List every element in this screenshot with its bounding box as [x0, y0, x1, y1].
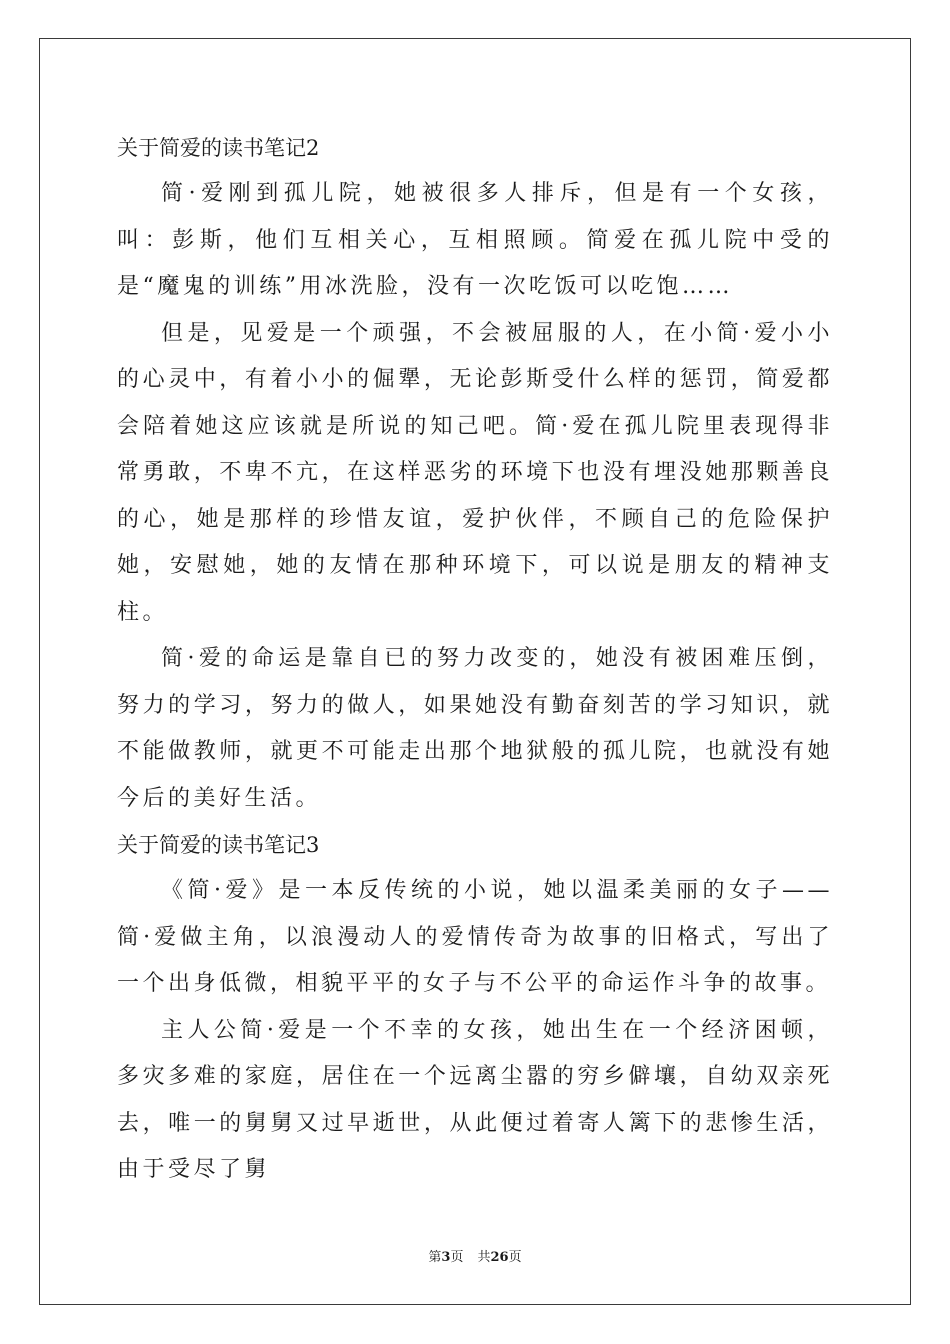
paragraph: 但是，见爱是一个顽强，不会被屈服的人，在小简·爱小小的心灵中，有着小小的倔犟，无论彭斯受什么样的惩罚，简爱都会陪着她这应该就是所说的知己吧。简·爱在孤儿院里表现得非常勇敢，不卑不亢，在这样恶劣的环境下也没有埋没她那颗善良的心，她是那样的珍惜友谊，爱护伙伴，不顾自己的危险保护她，安慰她，她的友情在那种环境下，可以说是朋友的精神支柱。	[117, 320, 833, 625]
paragraph: 主人公简·爱是一个不幸的女孩，她出生在一个经济困顿，多灾多难的家庭，居住在一个远离尘嚣的穷乡僻壤，自幼双亲死去，唯一的舅舅又过早逝世，从此便过着寄人篱下的悲惨生活，由于受尽了舅	[117, 1017, 833, 1182]
footer-total-prefix: 共	[477, 1250, 491, 1265]
page-footer	[0, 1246, 950, 1265]
footer-total-unit: 页	[508, 1250, 522, 1265]
footer-prefix: 第	[428, 1250, 442, 1265]
total-pages-number: 26	[490, 1250, 509, 1265]
section-heading: 关于简爱的读书笔记2	[117, 136, 320, 160]
document-body	[117, 125, 833, 1194]
paragraph: 简·爱的命运是靠自已的努力改变的，她没有被困难压倒，努力的学习，努力的做人，如果她没有勤奋刻苦的学习知识，就不能做教师，就更不可能走出那个地狱般的孤儿院，也就没有她今后的美好生活。	[117, 646, 833, 811]
footer-page-unit: 页	[450, 1250, 464, 1265]
paragraph: 《简·爱》是一本反传统的小说，她以温柔美丽的女子——简·爱做主角，以浪漫动人的爱情传奇为故事的旧格式，写出了一个出身低微，相貌平平的女子与不公平的命运作斗争的故事。	[117, 878, 833, 996]
section-heading: 关于简爱的读书笔记3	[117, 833, 320, 857]
paragraph: 简·爱刚到孤儿院，她被很多人排斥，但是有一个女孩，叫：彭斯，他们互相关心，互相照顾。简爱在孤儿院中受的是“魔鬼的训练”用冰洗脸，没有一次吃饭可以吃饱……	[117, 181, 833, 299]
current-page-number: 3	[441, 1250, 451, 1265]
